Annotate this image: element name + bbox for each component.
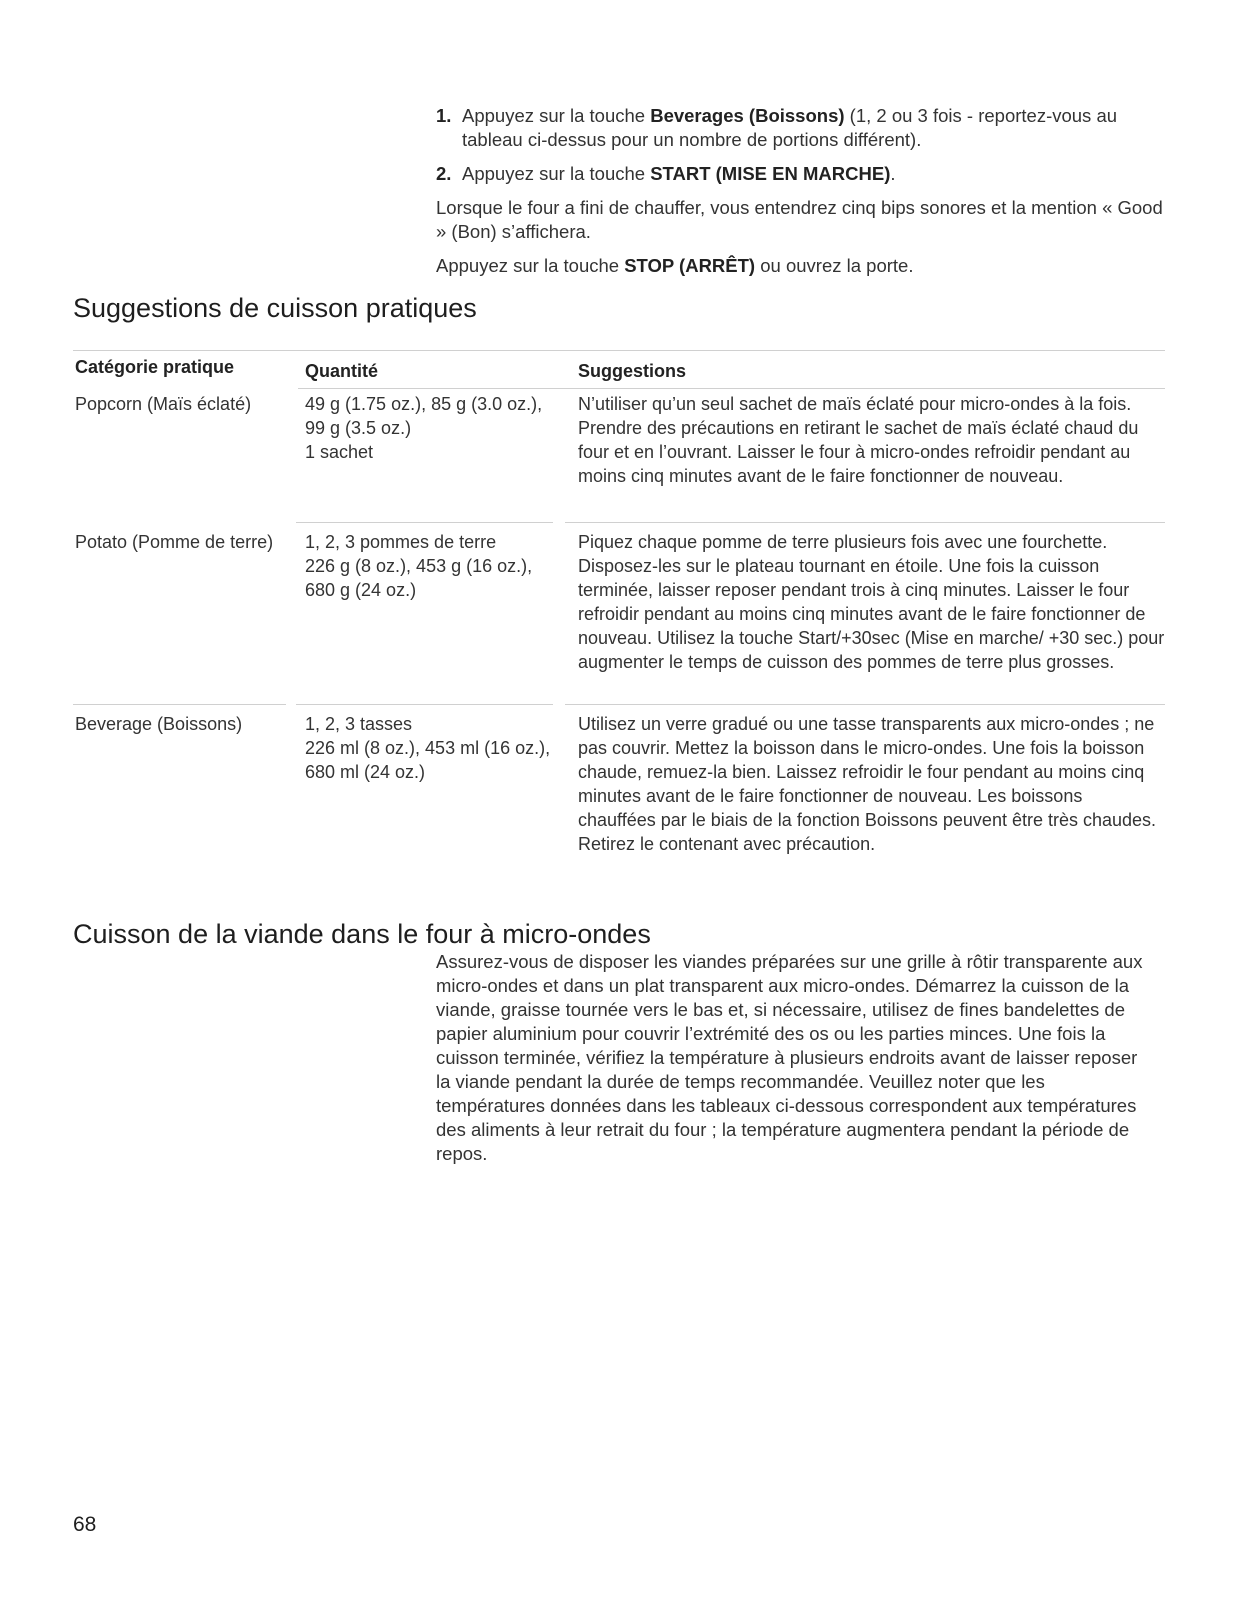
section-title-meat: Cuisson de la viande dans le four à micro-ondes: [73, 919, 651, 949]
step-text-post: .: [890, 163, 896, 184]
quantity-line: 226 ml (8 oz.), 453 ml (16 oz.),: [305, 738, 551, 758]
row-category: Beverage (Boissons): [75, 714, 243, 734]
row-category: Popcorn (Maïs éclaté): [75, 394, 252, 414]
page-number: 68: [73, 1513, 97, 1536]
done-paragraph: Lorsque le four a fini de chauffer, vous entendrez cinq bips sonores et la mention « Good » (Bon) s’affichera.: [436, 197, 1163, 242]
table-row: [73, 389, 1165, 523]
step-1: [436, 104, 1166, 152]
column-header-quantity: Quantité: [305, 361, 379, 381]
stop-paragraph: [436, 254, 1166, 278]
table-header: [73, 350, 1165, 389]
table-row: [73, 523, 1165, 705]
stop-text-post: ou ouvrez la porte.: [755, 255, 914, 276]
instruction-block: [436, 104, 1166, 288]
row-suggestion: N’utiliser qu’un seul sachet de maïs éclaté pour micro-ondes à la fois. Prendre des précautions en retirant le sachet de maïs éclaté chaud du four et en l’ouvrant. Laisser le four à micro-ondes refroidir pendant au moins cinq minutes avant de le faire fonctionner de nouveau.: [578, 394, 1139, 486]
quantity-line: 1 sachet: [305, 442, 374, 462]
row-quantity: [305, 392, 565, 464]
quantity-line: 1, 2, 3 tasses: [305, 714, 413, 734]
table-row: [73, 705, 1165, 885]
step-text-pre: Appuyez sur la touche: [462, 163, 651, 184]
step-number: 1.: [436, 105, 452, 126]
quantity-line: 680 ml (24 oz.): [305, 762, 426, 782]
column-header-suggestions: Suggestions: [578, 361, 687, 381]
key-name: Beverages (Boissons): [650, 105, 845, 126]
quantity-line: 226 g (8 oz.), 453 g (16 oz.),: [305, 556, 533, 576]
key-name: START (MISE EN MARCHE): [650, 163, 891, 184]
key-name: STOP (ARRÊT): [624, 255, 756, 276]
suggestions-table: [73, 350, 1165, 885]
step-text-post: (1, 2 ou 3 fois - reportez-vous au tableau ci-dessus pour un nombre de portions différent).: [462, 105, 1118, 150]
section-title-suggestions: Suggestions de cuisson pratiques: [73, 293, 477, 323]
row-quantity: [305, 530, 565, 602]
quantity-line: 680 g (24 oz.): [305, 580, 417, 600]
row-quantity: [305, 712, 565, 784]
quantity-line: 99 g (3.5 oz.): [305, 418, 412, 438]
quantity-line: 1, 2, 3 pommes de terre: [305, 532, 497, 552]
column-header-category: Catégorie pratique: [75, 357, 235, 377]
row-category: Potato (Pomme de terre): [75, 532, 274, 552]
step-text-pre: Appuyez sur la touche: [462, 105, 651, 126]
quantity-line: 49 g (1.75 oz.), 85 g (3.0 oz.),: [305, 394, 543, 414]
row-suggestion: Piquez chaque pomme de terre plusieurs fois avec une fourchette. Disposez-les sur le plateau tournant en étoile. Une fois la cuisson terminée, laisser reposer pendant trois à cinq minutes. Laisser le four refroidir pendant au moins cinq minutes avant de le faire fonctionner de nouveau. Utilisez la touche Start/+30sec (Mise en marche/ +30 sec.) pour augmenter le temps de cuisson des pommes de terre plus grosses.: [578, 532, 1165, 672]
step-number: 2.: [436, 163, 452, 184]
meat-paragraph: Assurez-vous de disposer les viandes préparées sur une grille à rôtir transparente aux micro-ondes et dans un plat transparent aux micro-ondes. Démarrez la cuisson de la viande, graisse tournée vers le bas et, si nécessaire, utilisez de fines bandelettes de papier aluminium pour couvrir l’extrémité des os ou les parties minces. Une fois la cuisson terminée, vérifiez la température à plusieurs endroits avant de laisser reposer la viande pendant la durée de temps recommandée. Veuillez noter que les températures données dans les tableaux ci-dessous correspondent aux températures des aliments à leur retrait du four ; la température augmentera pendant la période de repos.: [436, 951, 1143, 1164]
step-2: [436, 162, 1166, 186]
row-suggestion: Utilisez un verre gradué ou une tasse transparents aux micro-ondes ; ne pas couvrir. Mettez la boisson dans le micro-ondes. Une fois la boisson chaude, remuez-la bien. Laissez refroidir le four pendant au moins cinq minutes avant de le faire fonctionner de nouveau. Les boissons chauffées par le biais de la fonction Boissons peuvent être très chaudes. Retirez le contenant avec précaution.: [578, 714, 1157, 854]
stop-text-pre: Appuyez sur la touche: [436, 255, 625, 276]
